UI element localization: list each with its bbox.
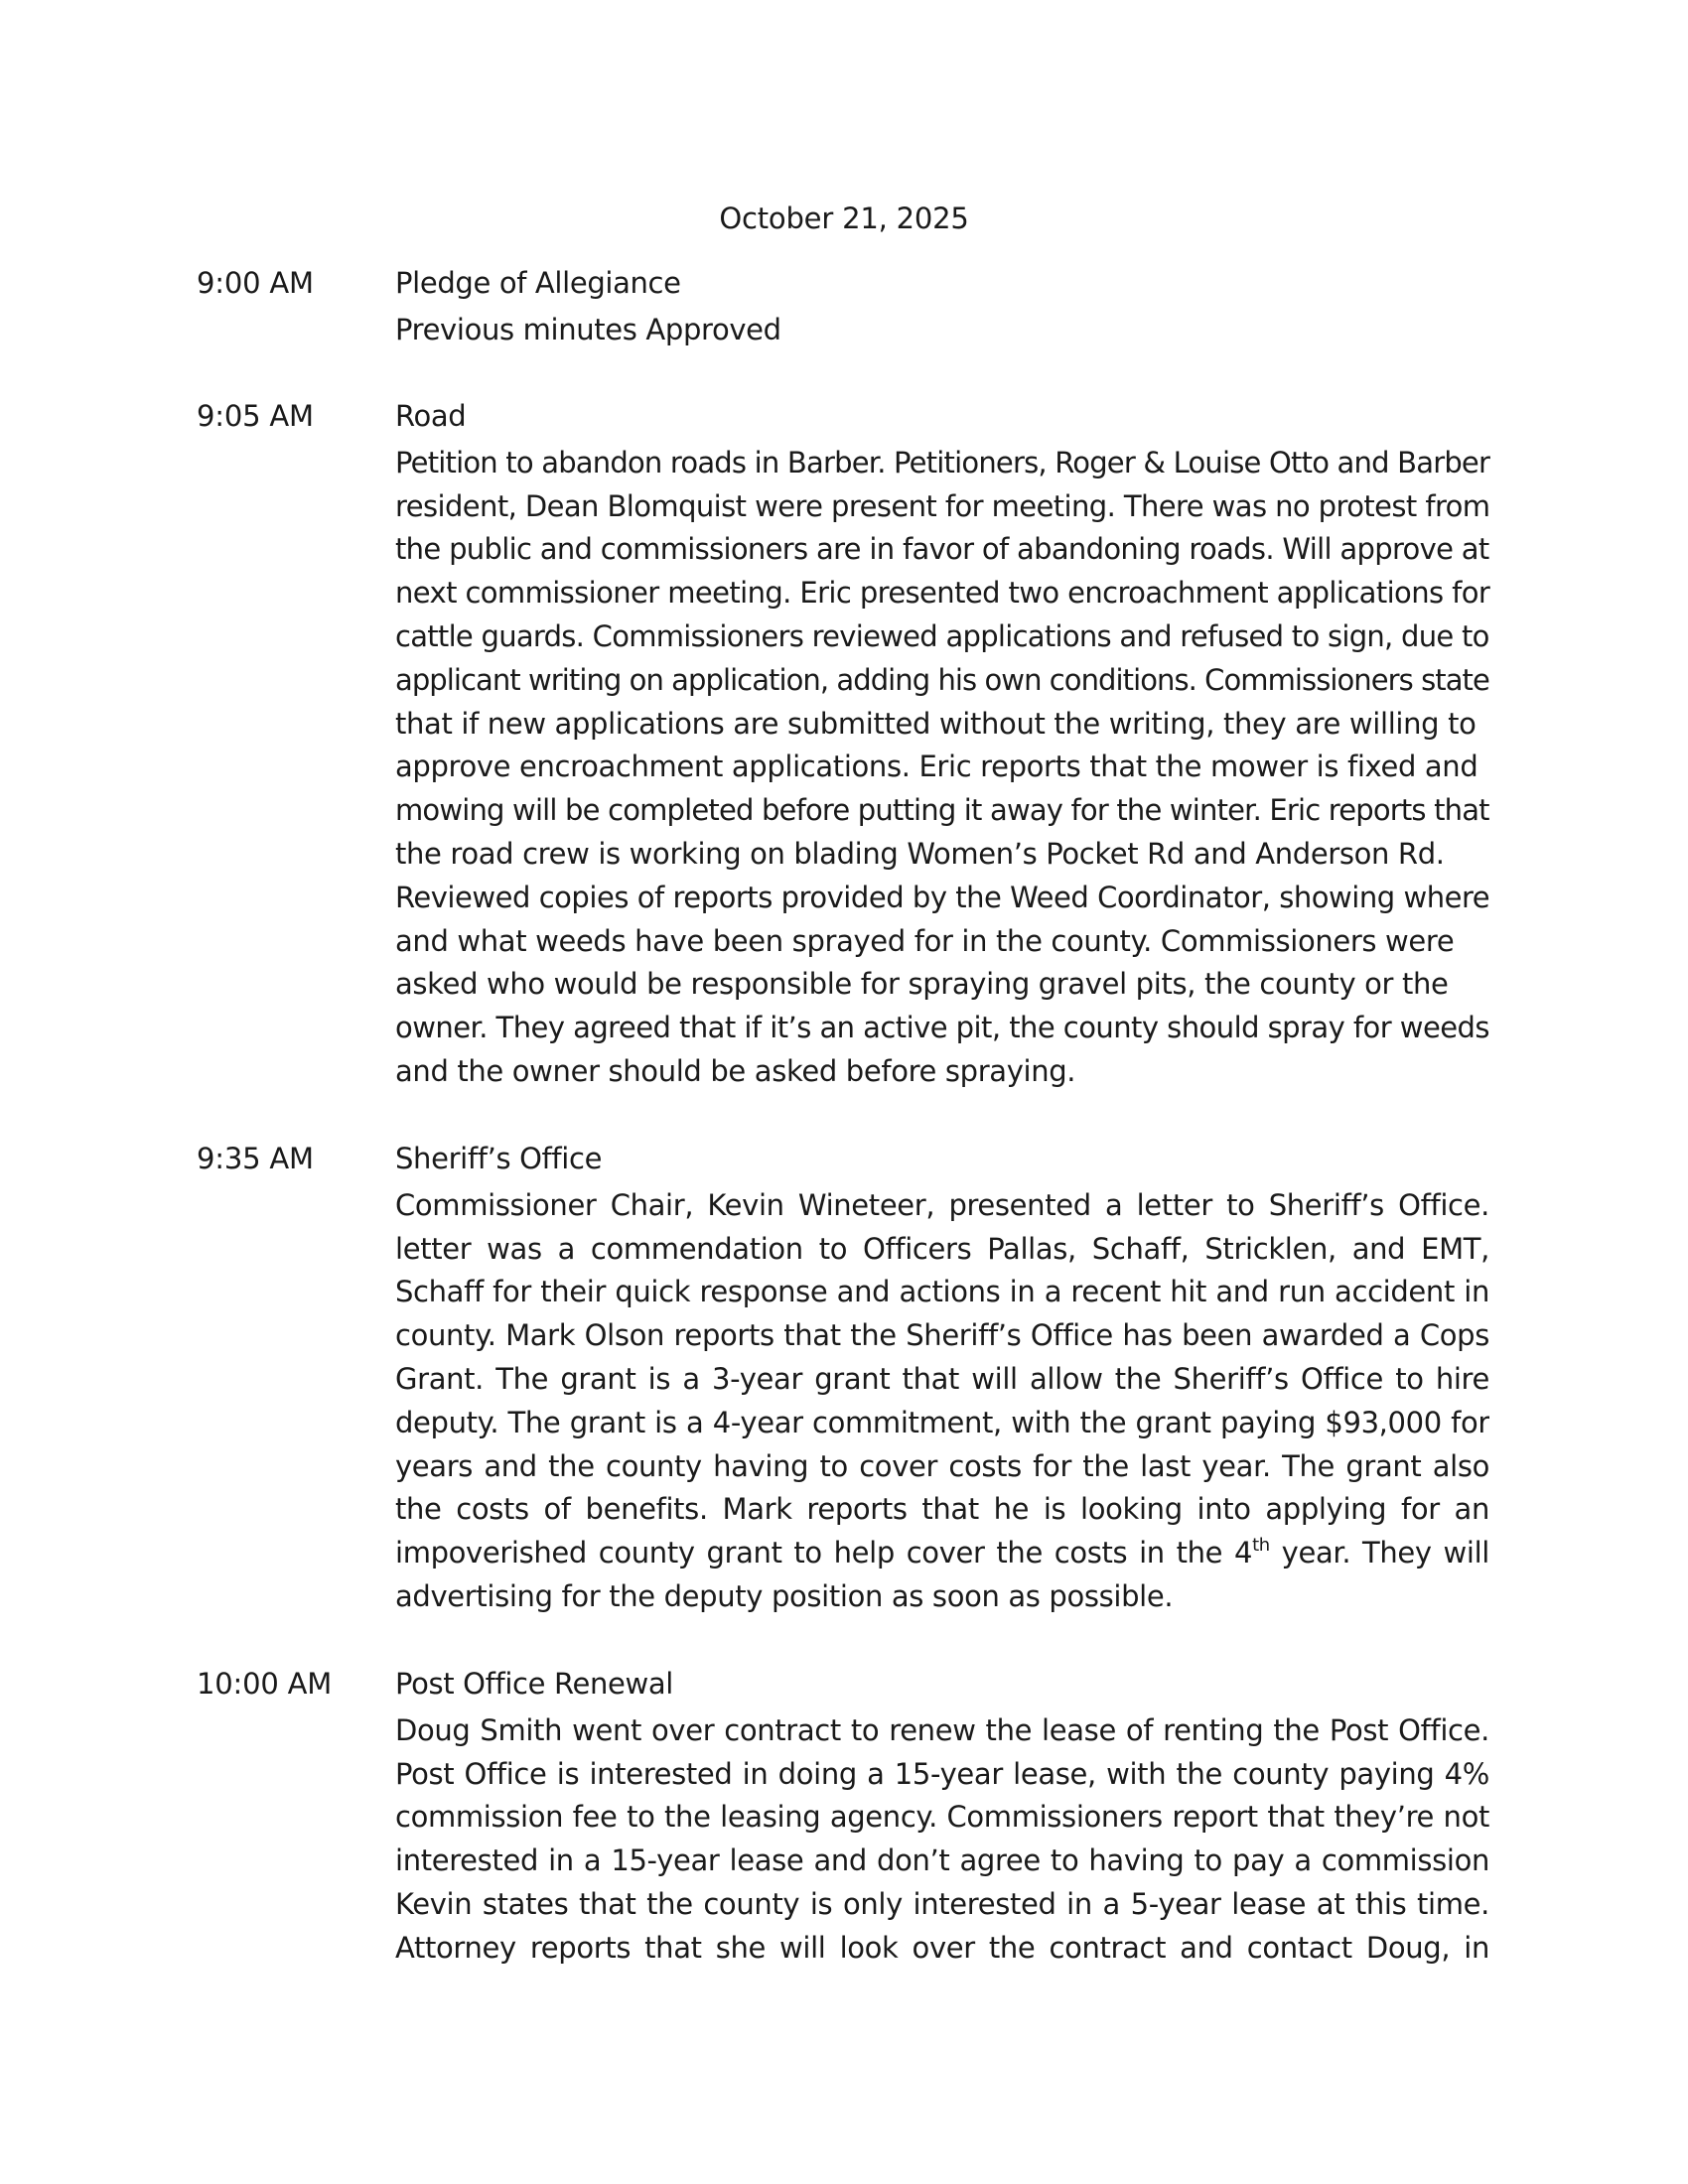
entry-line: deputy. The grant is a 4-year commitment, with the grant paying $93,000 for — [395, 1405, 1489, 1439]
entry-line: interested in a 15-year lease and don’t agree to having to pay a commission — [395, 1843, 1489, 1878]
entry-line: and the owner should be asked before spraying. — [395, 1053, 1076, 1088]
entry-line: the road crew is working on blading Women’s Pocket Rd and Anderson Rd. — [395, 836, 1445, 871]
entry-line: the costs of benefits. Mark reports that he is looking into applying for an — [395, 1492, 1489, 1527]
entry-line: and what weeds have been sprayed for in the county. Commissioners were — [395, 923, 1455, 958]
entry-line: the public and commissioners are in favor of abandoning roads. Will approve at — [395, 532, 1489, 567]
entry-content — [395, 1666, 1489, 1971]
entry-line: applicant writing on application, adding his own conditions. Commissioners state — [395, 662, 1489, 697]
entry-line: mowing will be completed before putting it away for the winter. Eric reports that — [395, 793, 1489, 828]
entry-line: Reviewed copies of reports provided by the Weed Coordinator, showing where — [395, 880, 1490, 914]
entry-line: Attorney reports that she will look over the contract and contact Doug, in — [395, 1930, 1489, 1965]
entry-line: county. Mark Olson reports that the Sheriff’s Office has been awarded a Cops — [395, 1318, 1489, 1353]
entry-line: resident, Dean Blomquist were present for meeting. There was no protest from — [395, 488, 1490, 523]
entry-line: advertising for the deputy position as soon as possible. — [395, 1578, 1174, 1613]
meeting-date: October 21, 2025 — [719, 202, 969, 235]
entry-line: Kevin states that the county is only interested in a 5-year lease at this time. — [395, 1886, 1489, 1921]
entry-line: approve encroachment applications. Eric reports that the mower is fixed and — [395, 750, 1478, 784]
entry-line: Commissioner Chair, Kevin Wineteer, presented a letter to Sheriff’s Office. — [395, 1187, 1489, 1222]
entry-line: Doug Smith went over contract to renew the lease of renting the Post Office. — [395, 1712, 1489, 1747]
line-text: impoverished county grant to help cover the costs in the 4 — [395, 1536, 1253, 1570]
entry-content — [395, 1141, 1489, 1619]
entry-content — [395, 265, 1489, 352]
entry-line: letter was a commendation to Officers Pallas, Schaff, Stricklen, and EMT, — [395, 1231, 1489, 1266]
entry-line: commission fee to the leasing agency. Commissioners report that they’re not — [395, 1800, 1489, 1835]
entry-title: Pledge of Allegiance — [395, 266, 681, 300]
entry-title: Post Office Renewal — [395, 1667, 674, 1701]
entry-title: Road — [395, 399, 467, 433]
ordinal-superscript: th — [1252, 1534, 1270, 1556]
entry-time: 10:00 AM — [197, 1667, 333, 1701]
entry-time: 9:05 AM — [197, 399, 314, 433]
entry-time: 9:35 AM — [197, 1142, 314, 1175]
entry-line: Previous minutes Approved — [395, 312, 781, 346]
entry-time: 9:00 AM — [197, 266, 314, 300]
entry-content — [395, 398, 1489, 1094]
entry-line: cattle guards. Commissioners reviewed applications and refused to sign, due to — [395, 618, 1489, 653]
entry-line-with-superscript — [395, 1532, 1489, 1575]
line-text: year. They will — [1281, 1536, 1489, 1570]
entry-title: Sheriff’s Office — [395, 1142, 603, 1175]
entry-line: Grant. The grant is a 3-year grant that will allow the Sheriff’s Office to hire — [395, 1361, 1489, 1396]
entry-line: Petition to abandon roads in Barber. Petitioners, Roger & Louise Otto and Barber — [395, 445, 1490, 479]
entry-line: years and the county having to cover costs for the last year. The grant also — [395, 1448, 1489, 1483]
entry-line: next commissioner meeting. Eric presented two encroachment applications for — [395, 576, 1490, 611]
entry-line: that if new applications are submitted without the writing, they are willing to — [395, 706, 1477, 741]
entry-line: Post Office is interested in doing a 15-year lease, with the county paying 4% — [395, 1756, 1489, 1791]
entry-line: owner. They agreed that if it’s an active pit, the county should spray for weeds — [395, 1011, 1489, 1045]
entry-line: Schaff for their quick response and actions in a recent hit and run accident in — [395, 1275, 1489, 1309]
entry-line: asked who would be responsible for spraying gravel pits, the county or the — [395, 967, 1449, 1002]
